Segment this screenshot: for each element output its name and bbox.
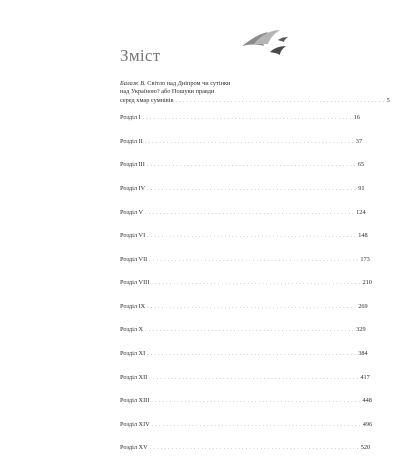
toc-row-page-number: 496 xyxy=(362,420,373,428)
toc-row-page-number: 448 xyxy=(362,397,372,405)
toc-row-label: Розділ VIII xyxy=(120,279,150,287)
intro-line-3: серед хмар сумнівів xyxy=(120,96,174,104)
dot-leader xyxy=(152,421,361,430)
dot-leader xyxy=(151,279,360,288)
toc-row-page-number: 148 xyxy=(358,232,368,240)
toc-row[interactable] xyxy=(120,255,370,264)
toc-row-label: Розділ IX xyxy=(120,302,146,310)
toc-row-page-number: 520 xyxy=(360,444,371,452)
dot-leader xyxy=(145,209,354,218)
toc-row[interactable] xyxy=(120,397,372,405)
toc-row-label: Розділ V xyxy=(120,208,144,216)
toc-row-page-number: 417 xyxy=(360,373,370,381)
toc-row-label: Розділ IV xyxy=(120,184,146,192)
toc-row[interactable] xyxy=(120,161,365,169)
toc-row[interactable] xyxy=(120,184,365,193)
dot-leader xyxy=(147,303,356,312)
toc-row-label: Розділ VI xyxy=(120,232,146,240)
toc-row[interactable] xyxy=(120,420,373,429)
toc-row-label: Розділ XV xyxy=(120,444,148,452)
toc-row-label: Розділ VII xyxy=(120,255,148,263)
toc-row[interactable] xyxy=(120,326,366,334)
toc-rows xyxy=(120,114,373,452)
dot-leader xyxy=(147,232,356,241)
toc-row[interactable] xyxy=(120,279,372,287)
toc-row[interactable] xyxy=(120,232,368,240)
dot-leader xyxy=(147,161,356,170)
toc-row-page-number: 65 xyxy=(357,161,365,169)
dot-leader xyxy=(145,138,354,147)
dot-leader xyxy=(150,444,359,453)
small-bird-shape xyxy=(270,46,286,55)
toc-row-label: Розділ XI xyxy=(120,349,146,357)
toc-row[interactable] xyxy=(120,302,368,311)
toc-row[interactable] xyxy=(120,114,360,122)
dot-leader xyxy=(176,97,385,106)
toc-row-page-number: 210 xyxy=(362,279,372,287)
toc-row-label: Розділ І xyxy=(120,114,141,122)
tiny-bird-shape xyxy=(278,37,288,42)
dot-leader xyxy=(149,256,358,265)
intro-line-1 xyxy=(120,80,280,88)
toc-row-page-number: 124 xyxy=(356,208,366,216)
table-of-contents xyxy=(120,80,390,468)
toc-row-page-number: 37 xyxy=(355,137,363,145)
flying-birds-icon xyxy=(240,28,290,60)
intro-line-2: над Україною? або Пошуки правди xyxy=(120,88,215,96)
dot-leader xyxy=(151,397,360,406)
toc-row[interactable] xyxy=(120,137,363,146)
toc-row[interactable] xyxy=(120,349,368,358)
intro-page-number: 5 xyxy=(386,96,390,104)
toc-row-label: Розділ XIV xyxy=(120,420,150,428)
dot-leader xyxy=(145,326,354,335)
toc-row-label: Розділ XIII xyxy=(120,397,150,405)
toc-row-page-number: 173 xyxy=(360,255,370,263)
toc-row-label: Розділ ІІ xyxy=(120,137,143,145)
toc-row-page-number: 91 xyxy=(358,184,365,192)
intro-author: Балаж В. xyxy=(120,80,146,87)
toc-row[interactable] xyxy=(120,444,371,452)
toc-row-page-number: 329 xyxy=(356,326,366,334)
page-title: Зміст xyxy=(120,46,161,65)
dot-leader xyxy=(147,185,356,194)
toc-row-label: Розділ X xyxy=(120,326,144,334)
intro-line-1-text: Світло над Дніпром чи сутінки xyxy=(147,80,231,87)
toc-intro-entry[interactable] xyxy=(120,80,390,105)
toc-row-page-number: 269 xyxy=(358,302,368,310)
toc-row[interactable] xyxy=(120,373,370,382)
intro-line-3-row xyxy=(120,96,390,105)
toc-row-label: Розділ ІІІ xyxy=(120,161,145,169)
dot-leader xyxy=(147,350,356,359)
dot-leader xyxy=(149,374,358,383)
dot-leader xyxy=(143,114,352,123)
toc-row[interactable] xyxy=(120,208,366,217)
toc-row-page-number: 384 xyxy=(358,349,368,357)
toc-row-label: Розділ XII xyxy=(120,373,148,381)
toc-row-page-number: 16 xyxy=(353,114,360,122)
